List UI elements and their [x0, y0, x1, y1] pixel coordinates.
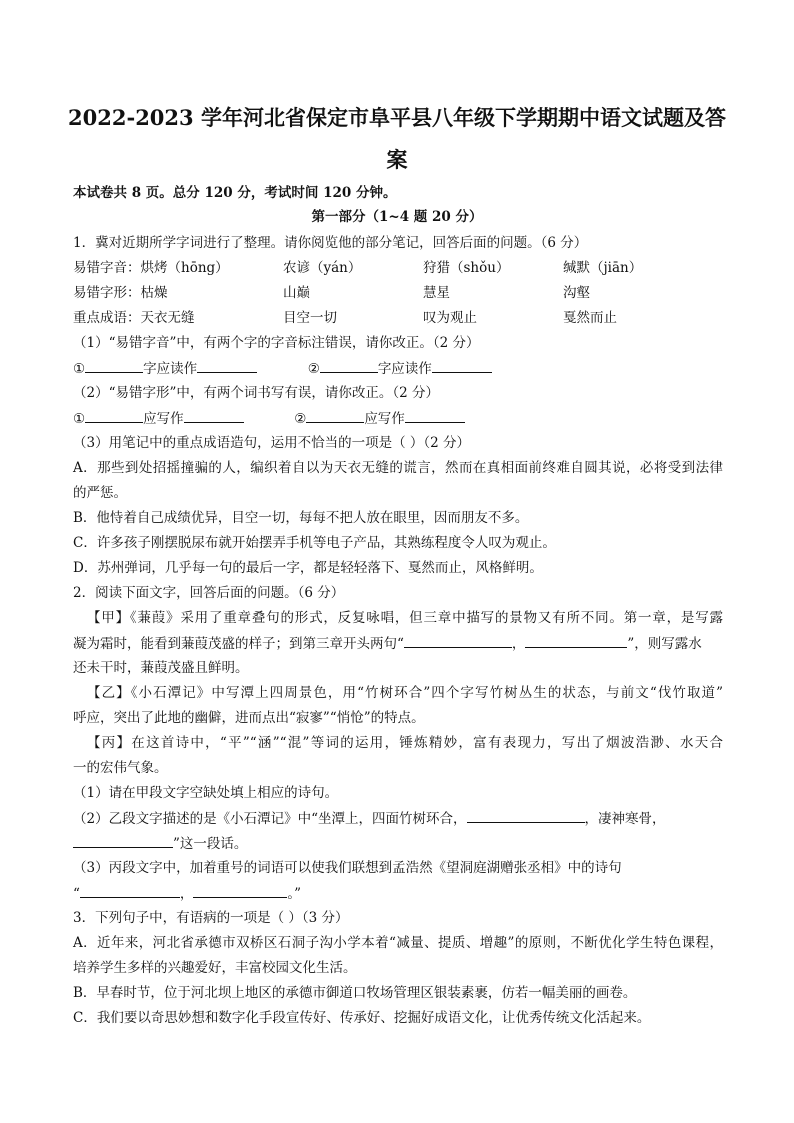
q2-passage-jia: 【甲】《蒹葭》采用了重章叠句的形式，反复咏唱，但三章中描写的景物又有所不同。第一章，是写露 — [87, 610, 723, 626]
note-cell: 叹为观止 — [423, 310, 477, 326]
circle-number: ② — [294, 411, 307, 427]
question-text: （2）乙段文字描述的是《小石潭记》中“坐潭上，四面竹树环合， — [73, 811, 467, 827]
answer-blank[interactable] — [193, 881, 287, 898]
q2-passage-bing: 【丙】在这首诗中，“平”“涵”“混”等词的运用，锤炼精妙，富有表现力，写出了烟波浩渺、水天合 — [87, 735, 723, 751]
circle-number: ② — [307, 361, 320, 377]
note-cell: 狩猎（shǒu） — [423, 260, 510, 276]
note-cell: 沟壑 — [563, 285, 590, 301]
q3-stem: 3．下列句子中，有语病的一项是（ ）（3 分） — [73, 910, 349, 926]
note-cell: 山巅 — [283, 285, 310, 301]
q1-option-d: D．苏州弹词，几乎每一句的最后一字，都是轻轻落下、戛然而止，风格鲜明。 — [73, 560, 543, 576]
question-text: “ — [73, 886, 80, 902]
q1-option-b: B．他恃着自己成绩优异，目空一切，每每不把人放在眼里，因而朋友不多。 — [73, 510, 529, 526]
answer-blank[interactable] — [525, 631, 627, 648]
answer-blank[interactable] — [404, 631, 512, 648]
note-cell: 重点成语：天衣无缝 — [73, 310, 195, 326]
question-text: 。” — [287, 886, 302, 902]
q1-stem: 1．冀对近期所学字词进行了整理。请你阅览他的部分笔记，回答后面的问题。（6 分） — [73, 235, 588, 251]
q1-option-a: A．那些到处招摇撞骗的人，编织着自以为天衣无缝的谎言，然而在真相面前终难自圆其说，必将受到法律 — [73, 460, 723, 476]
q2-passage-bing-end: 一的宏伟气象。 — [73, 760, 168, 776]
q2-sub2-cont — [73, 831, 723, 856]
note-cell: 戛然而止 — [563, 310, 617, 326]
q2-passage-jia-blanks — [73, 631, 723, 656]
q2-passage-jia-end: 还未干时，蒹葭茂盛且鲜明。 — [73, 660, 249, 676]
note-cell: 目空一切 — [283, 310, 337, 326]
answer-blank[interactable] — [80, 881, 180, 898]
page-title-line2: 案 — [386, 147, 408, 172]
answer-blank[interactable] — [197, 356, 257, 373]
part1-heading: 第一部分（1~4 题 20 分） — [311, 209, 483, 225]
q1-sub1: （1）“易错字音”中，有两个字的字音标注错误，请你改正。（2 分） — [73, 335, 480, 351]
exam-intro: 本试卷共 8 页。总分 120 分，考试时间 120 分钟。 — [73, 185, 397, 201]
answer-blank[interactable] — [320, 356, 378, 373]
q1-sub2: （2）“易错字形”中，有两个词书写有误，请你改正。（2 分） — [73, 385, 440, 401]
circle-number: ① — [73, 361, 86, 377]
blank-label: 应写作 — [143, 411, 184, 427]
passage-text: ”，则写露水 — [627, 636, 702, 652]
q1-sub2-answer-line — [73, 406, 723, 431]
note-cell: 缄默（jiān） — [563, 260, 643, 276]
q2-stem: 2．阅读下面文字，回答后面的问题。（6 分） — [73, 585, 345, 601]
passage-text: ， — [511, 636, 526, 652]
q2-sub1: （1）请在甲段文字空缺处填上相应的诗句。 — [73, 785, 339, 801]
q2-sub2 — [73, 806, 723, 831]
page-title-line1: 2022-2023 学年河北省保定市阜平县八年级下学期期中语文试题及答 — [68, 105, 726, 130]
blank-label: 字应读作 — [377, 361, 432, 377]
circle-number: ① — [73, 411, 86, 427]
note-cell: 易错字音：烘烤（hōng） — [73, 260, 229, 276]
passage-text: 凝为霜时，能看到蒹葭茂盛的样子；到第三章开头两句“ — [73, 636, 404, 652]
note-cell: 易错字形：枯燥 — [73, 285, 168, 301]
q2-sub3: （3）丙段文字中，加着重号的词语可以使我们联想到孟浩然《望洞庭湖赠张丞相》中的诗句 — [73, 860, 622, 876]
question-text: ”这一段话。 — [173, 836, 248, 852]
q1-notes-row-pronunciation — [73, 256, 723, 280]
answer-blank[interactable] — [85, 406, 143, 423]
q2-passage-yi: 【乙】《小石潭记》中写潭上四周景色，用“竹树环合”四个字写竹树丛生的状态，与前文“伐竹取道” — [87, 685, 723, 701]
answer-blank[interactable] — [432, 356, 492, 373]
q3-option-b: B．早春时节，位于河北坝上地区的承德市御道口牧场管理区银装素裹，仿若一幅美丽的画卷。 — [73, 985, 637, 1001]
answer-blank[interactable] — [405, 406, 465, 423]
note-cell: 农谚（yán） — [283, 260, 362, 276]
answer-blank[interactable] — [73, 831, 173, 848]
blank-label: 字应读作 — [143, 361, 198, 377]
q1-sub1-answer-line — [73, 356, 723, 381]
q1-sub3: （3）用笔记中的重点成语造句，运用不恰当的一项是（ ）（2 分） — [73, 435, 471, 451]
q1-option-a-cont: 的严惩。 — [73, 485, 127, 501]
answer-blank[interactable] — [85, 356, 143, 373]
q3-option-a: A．近年来，河北省承德市双桥区石洞子沟小学本着“减量、提质、增趣”的原则，不断优化学生特色课程， — [73, 935, 723, 951]
question-text: ， — [179, 886, 194, 902]
q3-option-a-cont: 培养学生多样的兴趣爱好，丰富校园文化生活。 — [73, 960, 357, 976]
note-cell: 慧星 — [423, 285, 450, 301]
q2-passage-yi-end: 呼应，突出了此地的幽僻，进而点出“寂寥”“悄怆”的特点。 — [73, 710, 425, 726]
q1-notes-row-idioms — [73, 306, 723, 330]
q2-sub3-blanks — [73, 881, 723, 906]
q1-notes-row-characters — [73, 281, 723, 305]
answer-blank[interactable] — [184, 406, 244, 423]
blank-label: 应写作 — [364, 411, 405, 427]
answer-blank[interactable] — [306, 406, 364, 423]
q1-option-c: C．许多孩子刚摆脱尿布就开始摆弄手机等电子产品，其熟练程度令人叹为观止。 — [73, 535, 556, 551]
q3-option-c: C．我们要以奇思妙想和数字化手段宣传好、传承好、挖掘好成语文化，让优秀传统文化活起来。 — [73, 1010, 651, 1026]
answer-blank[interactable] — [467, 806, 585, 823]
question-text: ，凄神寒骨， — [584, 811, 666, 827]
